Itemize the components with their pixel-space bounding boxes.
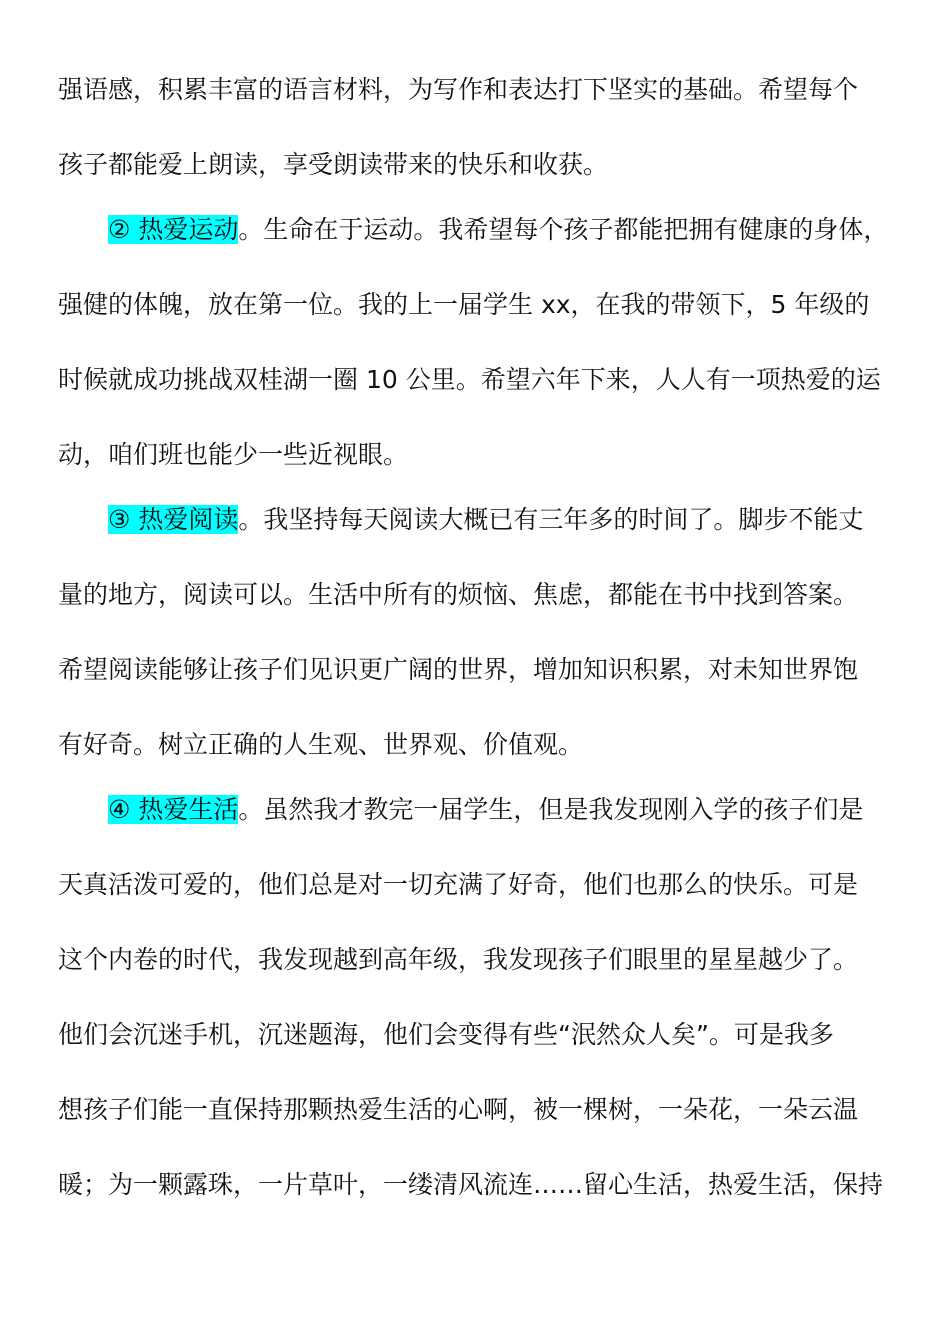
paragraph-2-line-1-text: 。生命在于运动。我希望每个孩子都能把拥有健康的身体， [238,215,889,244]
paragraph-1-line-1: 强语感，积累丰富的语言材料，为写作和表达打下坚实的基础。希望每个 [58,75,859,104]
paragraph-2-line-1 [108,210,898,250]
paragraph-2-line-3: 时候就成功挑战双桂湖一圈 10 公里。希望六年下来，人人有一项热爱的运 [58,365,881,394]
heading-love-sports: ② 热爱运动 [108,215,239,244]
paragraph-3-line-4: 有好奇。树立正确的人生观、世界观、价值观。 [58,730,584,759]
paragraph-4-line-3: 这个内卷的时代，我发现越到高年级，我发现孩子们眼里的星星越少了。 [58,945,859,974]
heading-love-reading: ③ 热爱阅读 [108,505,239,534]
paragraph-2-line-2: 强健的体魄，放在第一位。我的上一届学生 xx，在我的带领下，5 年级的 [58,290,870,319]
heading-love-life: ④ 热爱生活 [108,795,239,824]
paragraph-3-line-3: 希望阅读能够让孩子们见识更广阔的世界，增加知识积累，对未知世界饱 [58,655,859,684]
paragraph-4-line-4: 他们会沉迷手机，沉迷题海，他们会变得有些“泯然众人矣”。可是我多 [58,1020,834,1049]
paragraph-4-line-6: 暖；为一颗露珠，一片草叶，一缕清风流连……留心生活，热爱生活，保持 [58,1170,884,1199]
paragraph-3-line-2: 量的地方，阅读可以。生活中所有的烦恼、焦虑，都能在书中找到答案。 [58,580,859,609]
paragraph-3-line-1 [108,500,898,540]
paragraph-4-line-1-text: 。虽然我才教完一届学生，但是我发现刚入学的孩子们是 [238,795,864,824]
paragraph-2-line-4: 动，咱们班也能少一些近视眼。 [58,440,409,469]
paragraph-4-line-5: 想孩子们能一直保持那颗热爱生活的心啊，被一棵树，一朵花，一朵云温 [58,1095,859,1124]
paragraph-1-line-2: 孩子都能爱上朗读，享受朗读带来的快乐和收获。 [58,150,609,179]
paragraph-4-line-2: 天真活泼可爱的，他们总是对一切充满了好奇，他们也那么的快乐。可是 [58,870,859,899]
paragraph-3-line-1-text: 。我坚持每天阅读大概已有三年多的时间了。脚步不能丈 [238,505,864,534]
paragraph-4-line-1 [108,790,898,830]
